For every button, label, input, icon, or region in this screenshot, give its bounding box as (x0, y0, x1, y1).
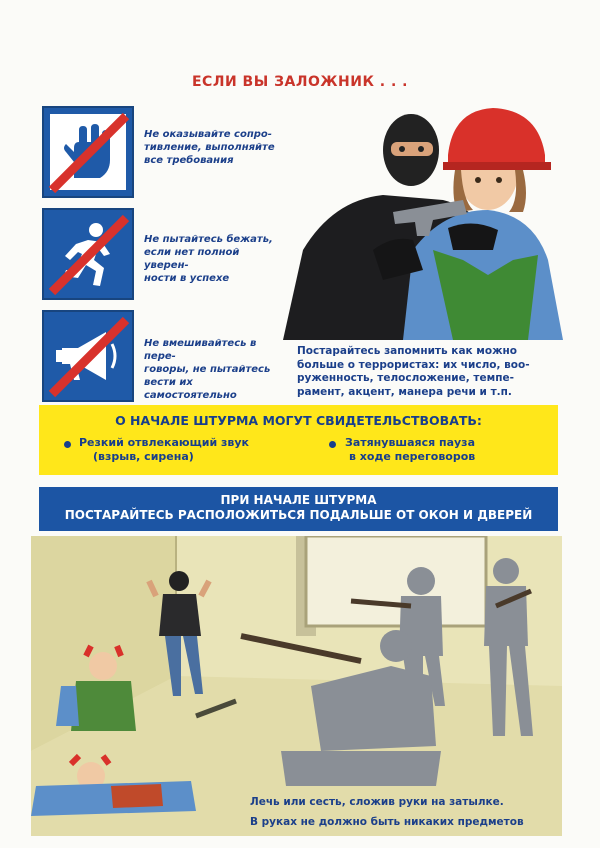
assault-illustration (31, 536, 562, 836)
bullet-icon (64, 441, 71, 448)
sign-line: (взрыв, сирена) (93, 450, 194, 463)
rule-text-3 (144, 337, 284, 402)
assault-banner-line2: ПОСТАРАЙТЕСЬ РАСПОЛОЖИТЬСЯ ПОДАЛЬШЕ ОТ ОКОН И ДВЕРЕЙ (64, 508, 533, 522)
rule-line: если нет полной уверен- (144, 247, 240, 271)
hostage-illustration (283, 100, 563, 340)
no-megaphone-icon (42, 310, 134, 402)
sign-item-1 (79, 436, 249, 464)
assault-banner-line1: ПРИ НАЧАЛЕ ШТУРМА (220, 493, 377, 507)
assault-instructions (250, 792, 560, 832)
assault-signs-title: О НАЧАЛЕ ШТУРМА МОГУТ СВИДЕТЕЛЬСТВОВАТЬ: (115, 413, 482, 428)
no-running-icon (42, 208, 134, 300)
rule-text-2 (144, 233, 284, 285)
bullet-icon (329, 441, 336, 448)
assault-signs-box (39, 405, 558, 475)
sign-item-2 (345, 436, 475, 464)
rule-line: все требования (144, 155, 234, 166)
sign-line: Резкий отвлекающий звук (79, 436, 250, 449)
rule-line: Не оказывайте сопро- (144, 129, 272, 140)
rule-text-1 (144, 128, 284, 167)
rule-line: ности в успехе (144, 273, 230, 284)
remember-line: руженность, телосложение, темпе- (297, 372, 514, 384)
remember-line: больше о террористах: их число, воо- (297, 358, 530, 371)
sign-line: в ходе переговоров (349, 450, 476, 463)
remember-line: Постарайтесь запомнить как можно (297, 345, 518, 357)
rule-line: вести их самостоятельно (144, 377, 237, 401)
no-resistance-hand-icon (42, 106, 134, 198)
rule-line: Не пытайтесь бежать, (144, 234, 273, 245)
sign-line: Затянувшаяся пауза (345, 436, 475, 449)
footer-line1: Лечь или сесть, сложив руки на затылке. (250, 796, 504, 808)
rule-line: Не вмешивайтесь в пере- (144, 338, 257, 362)
rule-line: тивление, выполняйте (144, 142, 275, 153)
assault-banner (39, 487, 558, 531)
rule-line: говоры, не пытайтесь (144, 364, 271, 375)
poster-title: ЕСЛИ ВЫ ЗАЛОЖНИК . . . (191, 74, 408, 90)
remember-line: рамент, акцент, манера речи и т.п. (297, 385, 512, 398)
remember-terrorists-text (297, 345, 567, 399)
footer-line2: В руках не должно быть никаких предметов (250, 816, 524, 828)
